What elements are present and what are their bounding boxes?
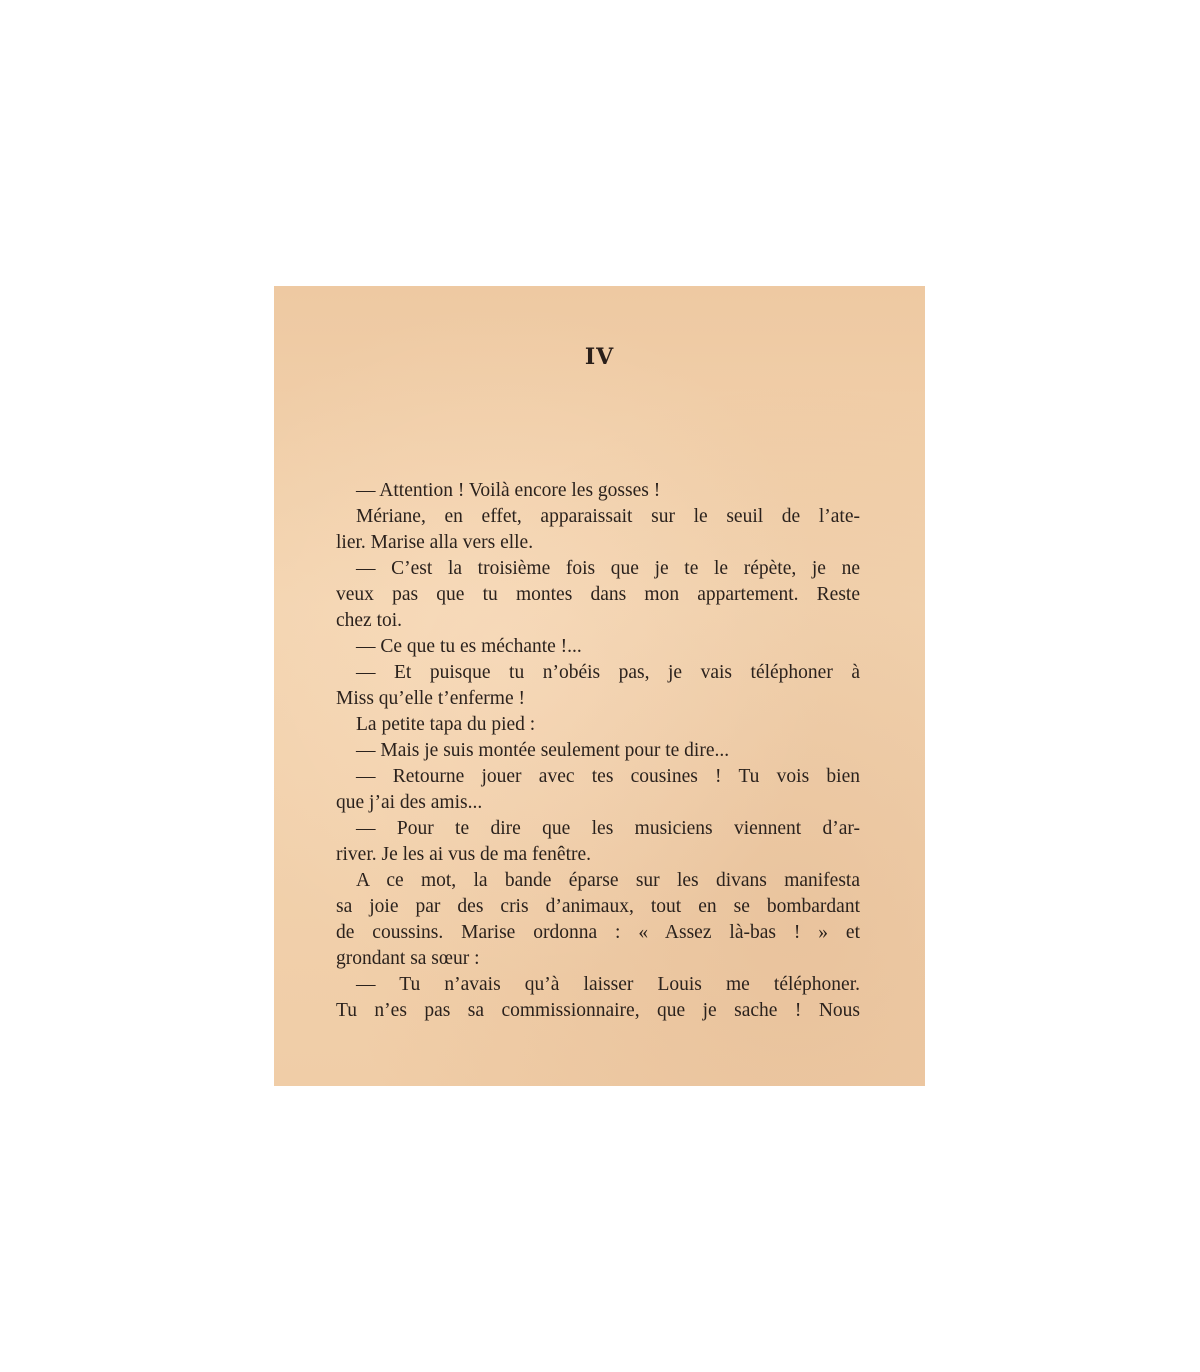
chapter-number: IV xyxy=(584,344,615,370)
text-line: que j’ai des amis... xyxy=(336,792,483,813)
text-line: de coussins. Marise ordonna : « Assez là-bas ! » et xyxy=(336,922,860,943)
text-line: — Et puisque tu n’obéis pas, je vais téléphoner à xyxy=(356,662,860,683)
text-line: — C’est la troisième fois que je te le répète, je ne xyxy=(356,558,860,579)
text-line: lier. Marise alla vers elle. xyxy=(336,532,534,553)
text-line: grondant sa sœur : xyxy=(336,948,480,969)
text-line: — Ce que tu es méchante !... xyxy=(356,636,582,657)
text-line: — Tu n’avais qu’à laisser Louis me téléphoner. xyxy=(356,974,860,995)
text-line: sa joie par des cris d’animaux, tout en se bombardant xyxy=(336,896,860,917)
text-line: A ce mot, la bande éparse sur les divans manifesta xyxy=(356,870,860,891)
text-line: chez toi. xyxy=(336,610,403,631)
page-text xyxy=(336,478,860,1024)
text-line: Miss qu’elle t’enferme ! xyxy=(336,688,525,709)
text-line: — Mais je suis montée seulement pour te dire... xyxy=(356,740,730,761)
text-line: Tu n’es pas sa commissionnaire, que je sache ! Nous xyxy=(336,1000,860,1021)
book-page xyxy=(274,286,925,1086)
text-line: — Pour te dire que les musiciens viennent d’ar- xyxy=(356,818,860,839)
text-line: Mériane, en effet, apparaissait sur le seuil de l’ate- xyxy=(356,506,860,527)
text-line: — Retourne jouer avec tes cousines ! Tu vois bien xyxy=(356,766,860,787)
text-line: — Attention ! Voilà encore les gosses ! xyxy=(356,480,661,501)
text-line: veux pas que tu montes dans mon appartement. Reste xyxy=(336,584,860,605)
text-line: river. Je les ai vus de ma fenêtre. xyxy=(336,844,592,865)
text-line: La petite tapa du pied : xyxy=(356,714,536,735)
